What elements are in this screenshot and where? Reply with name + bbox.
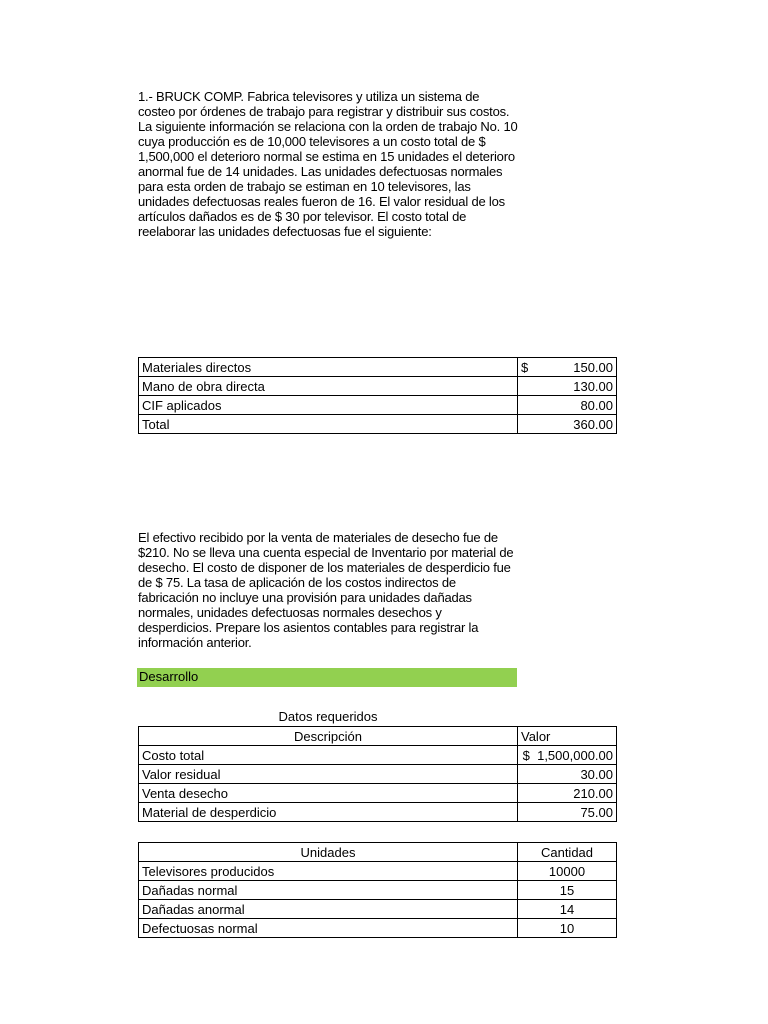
unit-label: Defectuosas normal: [139, 919, 518, 938]
table-row: [139, 900, 617, 919]
data-value: 1,500,000.00: [537, 747, 613, 763]
data-value: 30.00: [518, 765, 617, 784]
unit-label: Televisores producidos: [139, 862, 518, 881]
unit-label: Dañadas anormal: [139, 900, 518, 919]
table-row: [139, 358, 617, 377]
table-header-row: [139, 727, 617, 746]
column-header-quantity: Cantidad: [518, 843, 617, 862]
table-row: [139, 377, 617, 396]
development-heading: Desarrollo: [137, 668, 517, 687]
unit-quantity: 10: [518, 919, 617, 938]
cost-value: 80.00: [518, 396, 617, 415]
column-header-description: Descripción: [139, 727, 518, 746]
table-row: [139, 784, 617, 803]
units-table: [138, 842, 617, 938]
data-label: Venta desecho: [139, 784, 518, 803]
data-value: 75.00: [518, 803, 617, 822]
data-value-cell: [518, 746, 617, 765]
unit-quantity: 14: [518, 900, 617, 919]
cost-value: 130.00: [518, 377, 617, 396]
column-header-units: Unidades: [139, 843, 518, 862]
required-data-table: [138, 726, 617, 822]
table-row: [139, 746, 617, 765]
cost-value: 360.00: [518, 415, 617, 434]
table-row: [139, 415, 617, 434]
unit-quantity: 10000: [518, 862, 617, 881]
data-label: Valor residual: [139, 765, 518, 784]
problem-closing: El efectivo recibido por la venta de materiales de desecho fue de $210. No se lleva una cuenta especial de Inventario por material de desecho. El costo de disponer de los materiales de desperdicio fue de $ 75. La tasa de aplicación de los costos indirectos de fabricación no incluye una provisión para unidades dañadas normales, unidades defectuosas normales desechos y desperdicios. Prepare los asientos contables para registrar la información anterior.: [138, 530, 514, 650]
table-row: [139, 765, 617, 784]
cost-label: Total: [139, 415, 518, 434]
table-row: [139, 862, 617, 881]
table-row: [139, 396, 617, 415]
cost-label: CIF aplicados: [139, 396, 518, 415]
cost-value: 150.00: [573, 359, 613, 375]
problem-statement: 1.- BRUCK COMP. Fabrica televisores y utiliza un sistema de costeo por órdenes de trabajo para registrar y distribuir sus costos. La siguiente información se relaciona con la orden de trabajo No. 10 cuya producción es de 10,000 televisores a un costo total de $ 1,500,000 el deterioro normal se estima en 15 unidades el deterioro anormal fue de 14 unidades. Las unidades defectuosas normales para esta orden de trabajo se estiman en 10 televisores, las unidades defectuosas reales fueron de 16. El valor residual de los artículos dañados es de $ 30 por televisor. El costo total de reelaborar las unidades defectuosas fue el siguiente:: [138, 89, 518, 239]
cost-label: Materiales directos: [139, 358, 518, 377]
required-data-caption: Datos requeridos: [278, 709, 378, 724]
table-row: [139, 803, 617, 822]
unit-label: Dañadas normal: [139, 881, 518, 900]
column-header-value: Valor: [518, 727, 617, 746]
rework-cost-table: [138, 357, 617, 434]
data-label: Costo total: [139, 746, 518, 765]
cost-amount: [518, 358, 617, 377]
table-header-row: [139, 843, 617, 862]
currency-symbol: $: [521, 359, 529, 375]
table-row: [139, 919, 617, 938]
data-label: Material de desperdicio: [139, 803, 518, 822]
currency-symbol: $: [522, 747, 530, 763]
unit-quantity: 15: [518, 881, 617, 900]
table-row: [139, 881, 617, 900]
cost-label: Mano de obra directa: [139, 377, 518, 396]
data-value: 210.00: [518, 784, 617, 803]
